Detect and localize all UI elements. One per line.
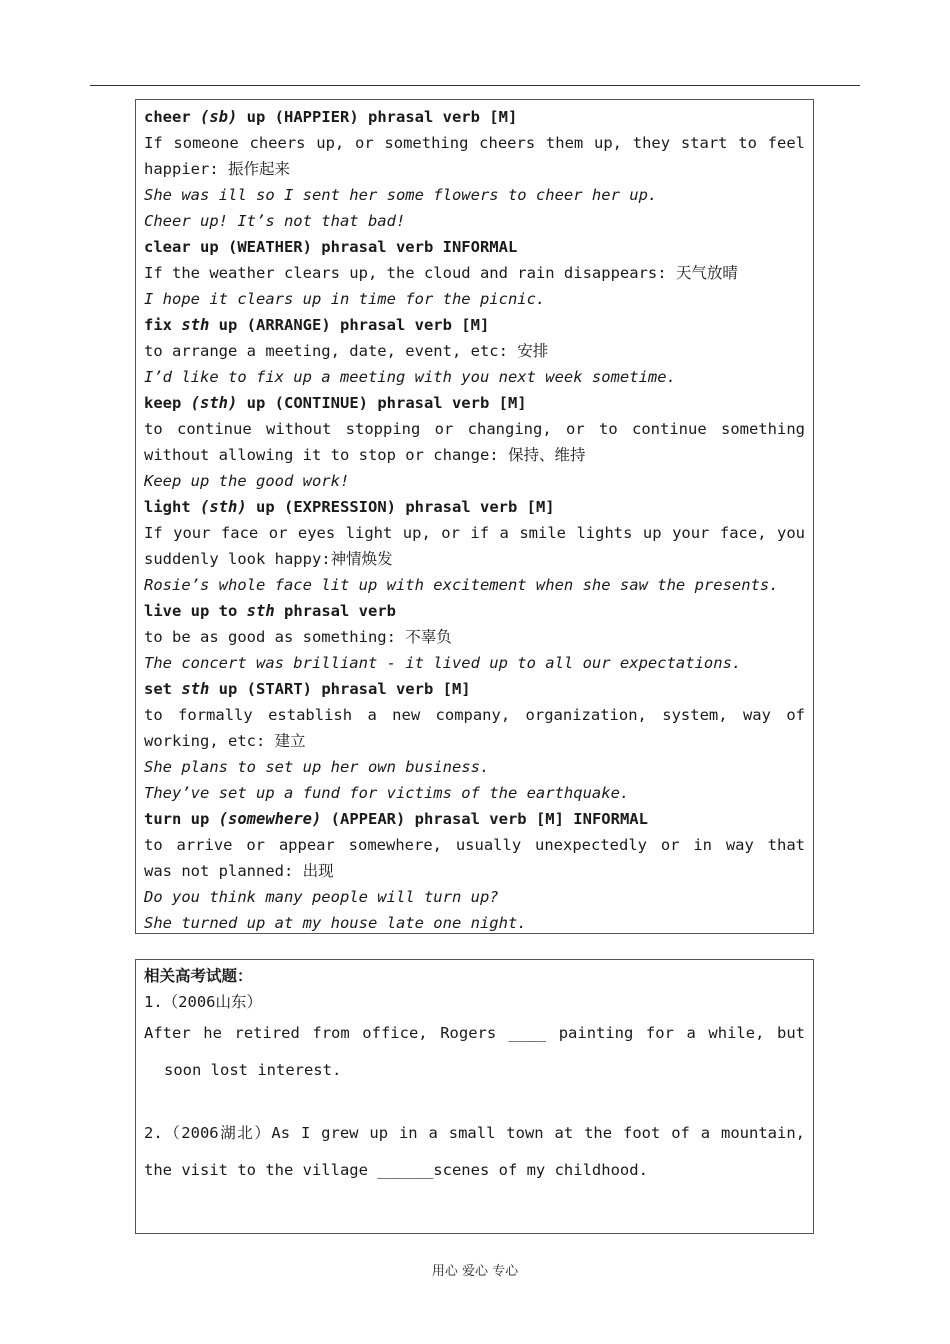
entry-definition: to formally establish a new company, organization, system, way of	[144, 706, 805, 724]
entry-definition: to continue without stopping or changing, or to continue something	[144, 420, 805, 438]
entry-definition: to arrive or appear somewhere, usually unexpectedly or in way that	[144, 836, 805, 854]
entry-headword: light (sth) up (EXPRESSION) phrasal verb [M]	[144, 498, 555, 516]
exam-questions-box	[135, 959, 814, 1234]
question-text: After he retired from office, Rogers ____ painting for a while, but	[144, 1024, 805, 1042]
entry-example: I’d like to fix up a meeting with you next week sometime.	[144, 368, 676, 386]
header-rule	[90, 85, 860, 86]
entry-definition: If your face or eyes light up, or if a smile lights up your face, you	[144, 524, 805, 542]
entry-example: I hope it clears up in time for the picnic.	[144, 290, 546, 308]
entry-headword: keep (sth) up (CONTINUE) phrasal verb [M]	[144, 394, 527, 412]
entry-headword: fix sth up (ARRANGE) phrasal verb [M]	[144, 316, 490, 334]
entry-definition: happier: 振作起来	[144, 160, 290, 178]
entry-definition: If someone cheers up, or something cheers them up, they start to feel	[144, 134, 805, 152]
entry-example: Do you think many people will turn up?	[144, 888, 499, 906]
entry-definition: without allowing it to stop or change: 保持、维持	[144, 446, 586, 464]
entry-example: The concert was brilliant - it lived up to all our expectations.	[144, 654, 742, 672]
entry-definition: If the weather clears up, the cloud and rain disappears: 天气放晴	[144, 264, 738, 282]
entry-headword: turn up (somewhere) (APPEAR) phrasal verb [M] INFORMAL	[144, 810, 648, 828]
entry-example: Rosie’s whole face lit up with excitement when she saw the presents.	[144, 576, 779, 594]
entry-definition: was not planned: 出现	[144, 862, 334, 880]
answer-options	[144, 1089, 805, 1115]
question-text: the visit to the village ______scenes of my childhood.	[144, 1161, 648, 1179]
phrasal-verb-table	[135, 99, 814, 934]
question-text: 2.（2006湖北）As I grew up in a small town at the foot of a mountain,	[144, 1124, 805, 1142]
entry-definition: to be as good as something: 不辜负	[144, 628, 452, 646]
entry-headword: clear up (WEATHER) phrasal verb INFORMAL	[144, 238, 518, 256]
entry-example: She was ill so I sent her some flowers to cheer her up.	[144, 186, 658, 204]
entry-definition: suddenly look happy:神情焕发	[144, 550, 393, 568]
entry-example: She turned up at my house late one night.	[144, 914, 527, 932]
exam-title: 相关高考试题：	[144, 967, 253, 985]
question-text: soon lost interest.	[164, 1061, 342, 1079]
page-footer: 用心 爱心 专心	[431, 1264, 519, 1279]
entry-example: Keep up the good work!	[144, 472, 350, 490]
entry-example: She plans to set up her own business.	[144, 758, 490, 776]
answer-options	[144, 1189, 805, 1215]
entry-headword: live up to sth phrasal verb	[144, 602, 396, 620]
entry-definition: working, etc: 建立	[144, 732, 306, 750]
entry-example: Cheer up! It’s not that bad!	[144, 212, 406, 230]
entry-headword: set sth up (START) phrasal verb [M]	[144, 680, 471, 698]
entry-headword: cheer (sb) up (HAPPIER) phrasal verb [M]	[144, 108, 518, 126]
entry-example: They’ve set up a fund for victims of the earthquake.	[144, 784, 630, 802]
question-label: 1.（2006山东）	[144, 993, 262, 1011]
entry-definition: to arrange a meeting, date, event, etc: 安排	[144, 342, 549, 360]
